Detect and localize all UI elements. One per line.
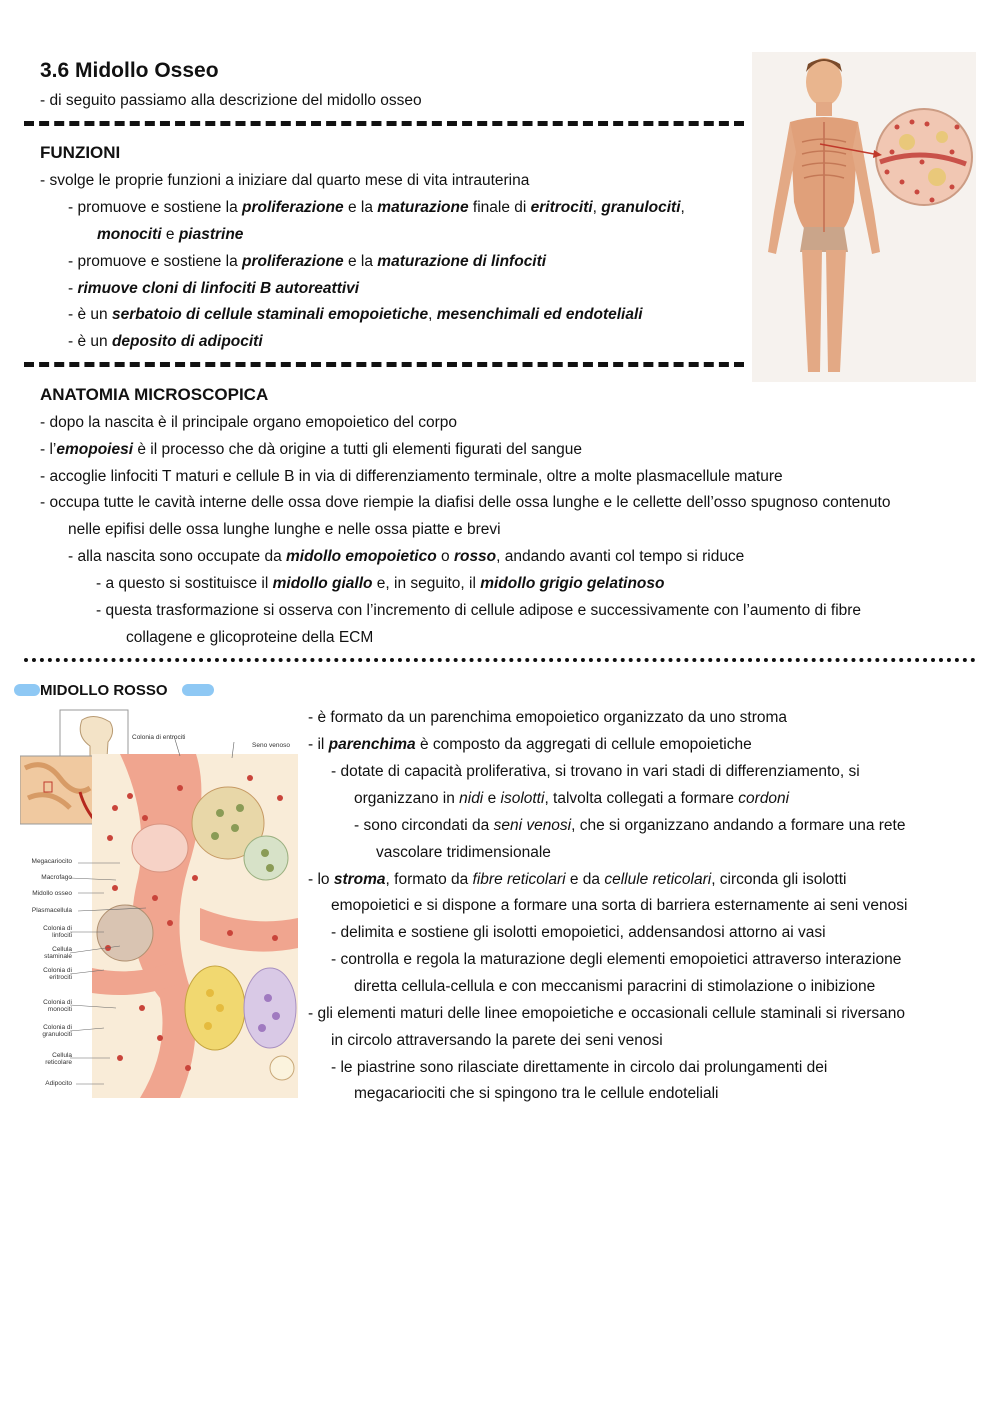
- rosso-line-14: - le piastrine sono rilasciate direttamente in circolo dai prolungamenti dei: [331, 1059, 828, 1076]
- label-colonia-eritrociti: Colonia di entrociti: [132, 734, 186, 741]
- human-body-illustration: [752, 52, 976, 382]
- highlight-pill-left: [14, 684, 40, 696]
- label-midollo-osseo: Midollo osseo: [32, 890, 72, 897]
- rosso-line-6: vascolare tridimensionale: [376, 844, 551, 861]
- funzioni-line-5: - rimuove cloni di linfociti B autoreattivi: [68, 280, 360, 297]
- label-colonia-granulociti: Colonia di granulociti: [42, 1024, 72, 1038]
- funzioni-line-1: - svolge le proprie funzioni a iniziare dal quarto mese di vita intrauterina: [40, 172, 530, 189]
- bone-marrow-figure: [20, 708, 300, 1098]
- label-adipocito: Adipocito: [45, 1080, 72, 1087]
- rosso-line-7: - lo stroma, formato da fibre reticolari e da cellule reticolari, circonda gli isolotti: [308, 871, 847, 888]
- page-title: 3.6 Midollo Osseo: [40, 59, 219, 82]
- label-colonia-monociti: Colonia di monociti: [43, 999, 72, 1013]
- funzioni-line-2: - promuove e sostiene la proliferazione e la maturazione finale di eritrociti, granulociti,: [68, 199, 685, 216]
- anatomia-line-6: - alla nascita sono occupate da midollo emopoietico o rosso, andando avanti col tempo si riduce: [68, 548, 745, 565]
- section-title-anatomia: ANATOMIA MICROSCOPICA: [40, 385, 269, 404]
- anatomia-line-7: - a questo si sostituisce il midollo giallo e, in seguito, il midollo grigio gelatinoso: [96, 575, 665, 592]
- anatomia-line-3: - accoglie linfociti T maturi e cellule B in via di differenziamento terminale, oltre a molte plasmacellule mature: [40, 468, 783, 485]
- rosso-line-9: - delimita e sostiene gli isolotti emopoietici, addensandosi attorno ai vasi: [331, 924, 826, 941]
- funzioni-line-7: - è un deposito di adipociti: [68, 333, 263, 350]
- anatomia-line-5: nelle epifisi delle ossa lunghe lunghe e nelle ossa piatte e brevi: [68, 521, 501, 538]
- dashed-divider: [24, 362, 744, 367]
- anatomia-line-2: - l’emopoiesi è il processo che dà origine a tutti gli elementi figurati del sangue: [40, 441, 582, 458]
- highlight-pill-right: [182, 684, 214, 696]
- rosso-line-5: - sono circondati da seni venosi, che si organizzano andando a formare una rete: [354, 817, 906, 834]
- rosso-line-11: diretta cellula-cellula e con meccanismi paracrini di stimolazione o inibizione: [354, 978, 876, 995]
- rosso-line-12: - gli elementi maturi delle linee emopoietiche e occasionali cellule staminali si riversano: [308, 1005, 906, 1022]
- rosso-line-8: emopoietici e si dispone a formare una sorta di barriera esternamente ai seni venosi: [331, 897, 908, 914]
- dashed-divider: [24, 121, 744, 126]
- dotted-divider: [24, 658, 976, 662]
- rosso-line-1: - è formato da un parenchima emopoietico organizzato da uno stroma: [308, 709, 788, 726]
- label-colonia-eritrociti-left: Colonia di eritrociti: [43, 967, 72, 981]
- label-cellula-reticolare: Cellula reticolare: [45, 1052, 72, 1066]
- rosso-line-15: megacariociti che si spingono tra le cellule endoteliali: [354, 1085, 719, 1102]
- anatomia-line-4: - occupa tutte le cavità interne delle ossa dove riempie la diafisi delle ossa lunghe e le cellette dell’osso spugnoso contenuto: [40, 494, 891, 511]
- rosso-line-4: organizzano in nidi e isolotti, talvolta collegati a formare cordoni: [354, 790, 790, 807]
- funzioni-line-4: - promuove e sostiene la proliferazione e la maturazione di linfociti: [68, 253, 547, 270]
- anatomia-line-1: - dopo la nascita è il principale organo emopoietico del corpo: [40, 414, 458, 431]
- rosso-line-13: in circolo attraversando la parete dei seni venosi: [331, 1032, 663, 1049]
- rosso-line-10: - controlla e regola la maturazione degli elementi emopoietici attraverso interazione: [331, 951, 902, 968]
- section-title-midollo-rosso: MIDOLLO ROSSO: [40, 682, 168, 699]
- rosso-line-3: - dotate di capacità proliferativa, si trovano in vari stadi di differenziamento, si: [331, 763, 860, 780]
- rosso-line-2: - il parenchima è composto da aggregati di cellule emopoietiche: [308, 736, 752, 753]
- label-cellula-staminale: Cellula staminale: [44, 946, 72, 960]
- anatomia-line-8: - questa trasformazione si osserva con l’incremento di cellule adipose e successivamente con l’aumento di fibre: [96, 602, 862, 619]
- intro-text: - di seguito passiamo alla descrizione del midollo osseo: [40, 92, 422, 109]
- label-colonia-linfociti: Colonia di linfociti: [43, 925, 72, 939]
- label-plasmacellula: Plasmacellula: [31, 907, 72, 914]
- label-seno-venoso: Seno venoso: [252, 742, 290, 749]
- anatomia-line-9: collagene e glicoproteine della ECM: [126, 629, 374, 646]
- funzioni-line-3: monociti e piastrine: [97, 226, 244, 243]
- label-megacariocito: Megacariocito: [31, 858, 72, 865]
- label-macrofago: Macrofago: [41, 874, 72, 881]
- funzioni-line-6: - è un serbatoio di cellule staminali emopoietiche, mesenchimali ed endoteliali: [68, 306, 643, 323]
- section-title-funzioni: FUNZIONI: [40, 143, 121, 162]
